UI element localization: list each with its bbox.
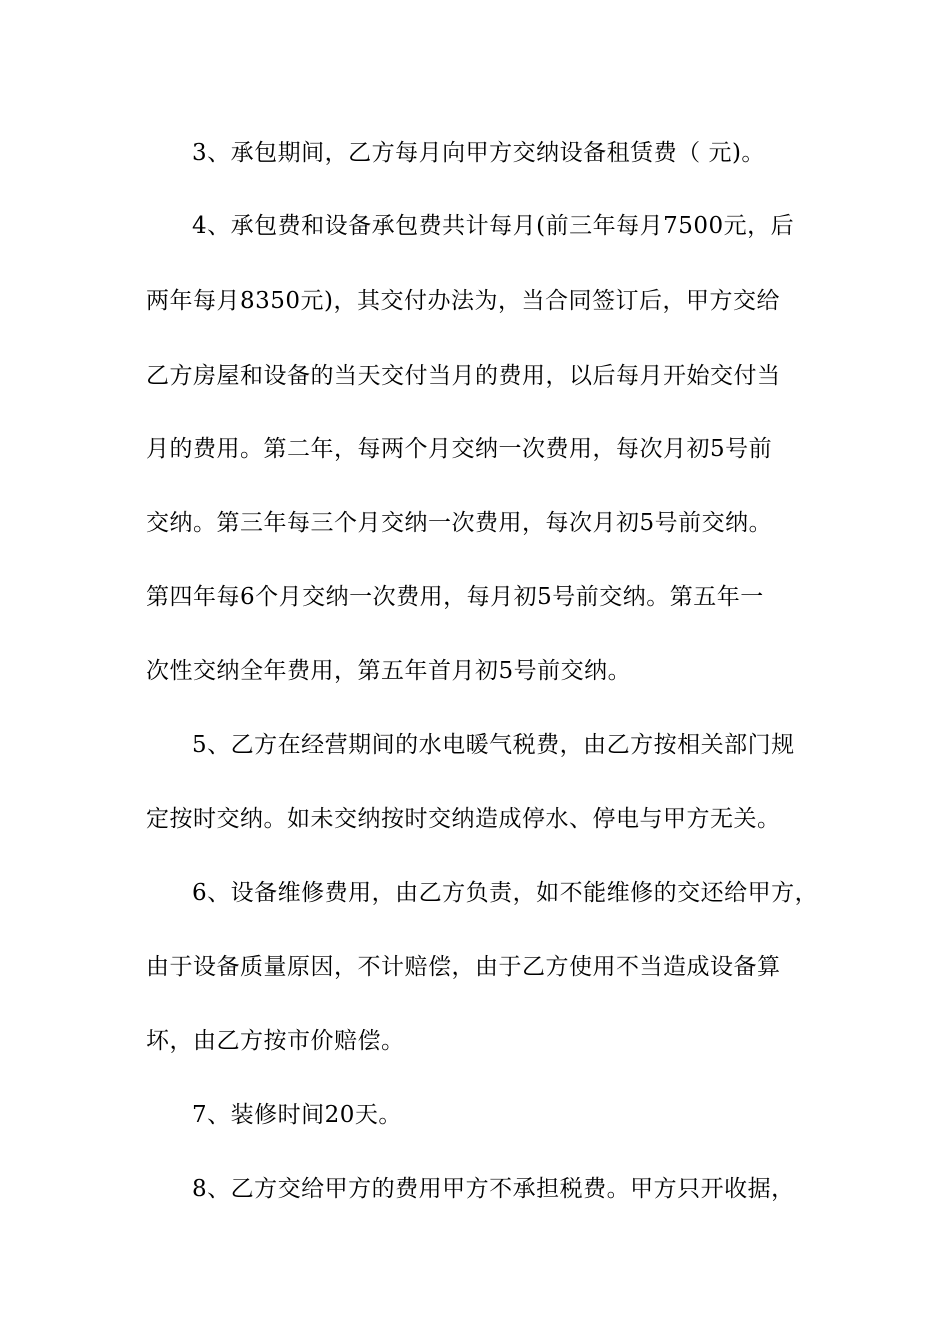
clause-4-line-4: 月的费用。第二年，每两个月交纳一次费用，每次月初5号前: [146, 436, 773, 462]
clause-7-line-1: 7、装修时间20天。: [192, 1102, 402, 1128]
clause-4-line-2: 两年每月8350元)，其交付办法为，当合同签订后，甲方交给: [146, 288, 781, 314]
clause-3-line-1: 3、承包期间，乙方每月向甲方交纳设备租赁费（ 元)。: [192, 140, 765, 166]
clause-6-line-2: 由于设备质量原因，不计赔偿，由于乙方使用不当造成设备算: [146, 954, 781, 980]
clause-5-line-2: 定按时交纳。如未交纳按时交纳造成停水、停电与甲方无关。: [146, 806, 781, 832]
clause-6-line-1: 6、设备维修费用，由乙方负责，如不能维修的交还给甲方，: [192, 880, 819, 906]
clause-4-line-3: 乙方房屋和设备的当天交付当月的费用，以后每月开始交付当: [146, 363, 781, 389]
clause-5-line-1: 5、乙方在经营期间的水电暖气税费，由乙方按相关部门规: [192, 732, 795, 758]
clause-6-line-3: 坏，由乙方按市价赔偿。: [146, 1028, 405, 1054]
clause-4-line-6: 第四年每6个月交纳一次费用，每月初5号前交纳。第五年一: [146, 584, 764, 610]
clause-4-line-5: 交纳。第三年每三个月交纳一次费用，每次月初5号前交纳。: [146, 510, 773, 536]
clause-4-line-1: 4、承包费和设备承包费共计每月(前三年每月7500元，后: [192, 213, 795, 239]
clause-8-line-1: 8、乙方交给甲方的费用甲方不承担税费。甲方只开收据，: [192, 1176, 795, 1202]
clause-4-line-7: 次性交纳全年费用，第五年首月初5号前交纳。: [146, 658, 632, 684]
